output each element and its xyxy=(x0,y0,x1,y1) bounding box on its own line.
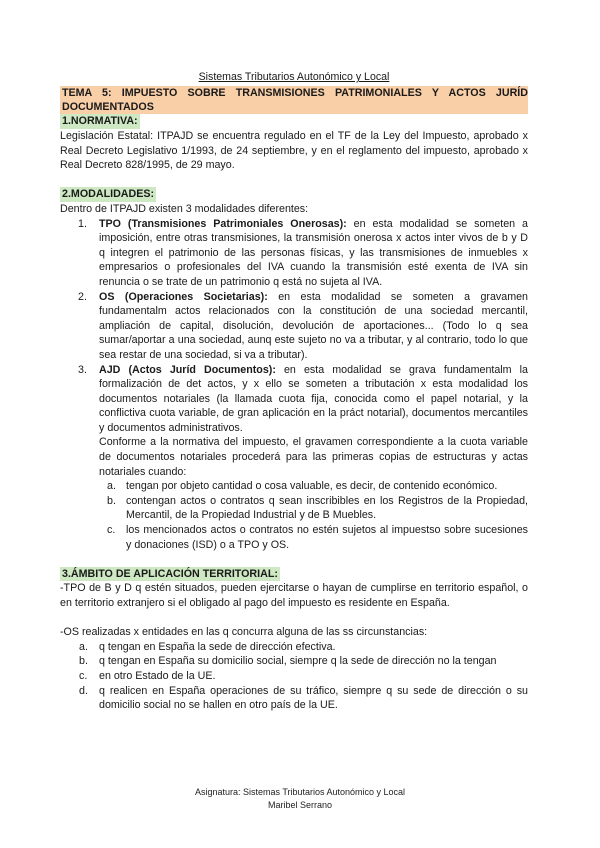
list-marker: c. xyxy=(107,524,116,537)
item-text: q realicen en España operaciones de su tráfico, siempre q su sede de dirección o su domicilio social no se hallen en otro país de la UE. xyxy=(99,684,528,712)
section-heading-modalidades: 2.MODALIDADES: xyxy=(62,188,155,201)
item-term: OS (Operaciones Societarias): xyxy=(99,290,268,303)
ambito-os-intro: -OS realizadas x entidades en las q concurra alguna de las ss circunstancias: xyxy=(60,626,428,639)
ambito-os-list xyxy=(60,640,528,713)
list-marker: a. xyxy=(107,480,116,493)
ajd-sublist xyxy=(60,479,528,552)
list-marker: b. xyxy=(107,494,116,507)
list-item xyxy=(60,654,528,669)
list-item xyxy=(60,640,528,655)
list-item xyxy=(60,494,528,523)
ambito-tpo-text: -TPO de B y D q estén situados, pueden ejercitarse o hayan de cumplirse en territorio español, o en territorio extranjero si el obligado al pago del impuesto es residente en España. xyxy=(60,582,528,609)
list-marker: a. xyxy=(79,640,88,653)
list-item xyxy=(60,217,528,290)
section-heading-ambito: 3.ÁMBITO DE APLICACIÓN TERRITORIAL: xyxy=(62,567,278,580)
list-marker: b. xyxy=(79,655,88,668)
list-marker: 1. xyxy=(78,217,87,230)
footer-subject: Asignatura: Sistemas Tributarios Autonómico y Local xyxy=(194,787,406,797)
list-item xyxy=(60,684,528,713)
tema-title: TEMA 5: IMPUESTO SOBRE TRANSMISIONES PATRIMONIALES Y ACTOS JURÍD DOCUMENTADOS xyxy=(62,86,528,113)
item-text: en esta modalidad se someten a imposición, entre otras transmisiones, la transmisión onerosa x actos inter vivos de b y D q integren el patrimonio de las personas físicas, y las transmisiones de inmuebles x empresarios o profesionales del IVA cuando la transmisión esté exenta de IVA sin renuncia o se trate de un patrimonio q está no sujeta al IVA. xyxy=(99,217,528,288)
document-page xyxy=(60,70,528,713)
modalidades-intro: Dentro de ITPAJD existen 3 modalidades diferentes: xyxy=(60,202,309,215)
item-text: en esta modalidad se someten a gravamen fundamentalm actos relacionados con la constitución de una sociedad mercantil, ampliación de capital, disolución, devolución de aportaciones... (Todo lo q sea sumar/aportar a una sociedad, aunq este sujeto no va a tributar, y al contrario, todo lo que sea restar de una sociedad, si va a tributar). xyxy=(99,290,528,361)
item-term: AJD (Actos Juríd Documentos): xyxy=(99,363,276,376)
list-item xyxy=(60,363,528,480)
list-item xyxy=(60,290,528,363)
item-text: los mencionados actos o contratos no estén sujetos al impuestso sobre sucesiones y donaciones (ISD) o a TPO y OS. xyxy=(126,524,528,551)
item-text: q tengan en España la sede de dirección efectiva. xyxy=(99,640,336,653)
item-text: en esta modalidad se grava fundamentalm la formalización de det actos, y x ello se someten a tributación x esta modalidad los documentos notariales (la llamada cuota fija, conocida como el papel notarial, y la conflictiva cuota variable, de gran aplicación en la práct notarial), documentos mercantiles y documentos administrativos. xyxy=(99,363,528,434)
section-heading-normativa: 1.NORMATIVA: xyxy=(62,115,138,128)
page-footer xyxy=(0,786,600,811)
modalidades-list xyxy=(60,217,528,480)
ajd-extra-text: Conforme a la normativa del impuesto, el gravamen correspondiente a la cuota variable de documentos notariales procederá para las primeras copias de estructuras y actas notariales cuando: xyxy=(99,436,528,478)
item-term: TPO (Transmisiones Patrimoniales Onerosas): xyxy=(99,217,347,230)
list-marker: c. xyxy=(79,669,88,682)
item-text: tengan por objeto cantidad o cosa valuable, es decir, de contenido económico. xyxy=(126,480,498,493)
list-marker: 3. xyxy=(78,363,87,376)
item-text: q tengan en España su domicilio social, siempre q la sede de dirección no la tengan xyxy=(99,655,497,668)
normativa-text: Legislación Estatal: ITPAJD se encuentra regulado en el TF de la Ley del Impuesto, aprobado x Real Decreto Legislativo 1/1993, de 24 septiembre, y en el reglamento del impuesto, aprobado x Real Decreto 828/1995, de 29 mayo. xyxy=(60,130,528,172)
header-title: Sistemas Tributarios Autonómico y Local xyxy=(198,71,390,83)
list-item xyxy=(60,523,528,552)
list-item xyxy=(60,479,528,494)
list-item xyxy=(60,669,528,684)
footer-author: Maribel Serrano xyxy=(267,799,333,810)
list-marker: 2. xyxy=(78,290,87,303)
item-text: contengan actos o contratos q sean inscribibles en los Registros de la Propiedad, Mercantil, de la Propiedad Industrial y de B Muebles. xyxy=(126,494,528,522)
list-marker: d. xyxy=(79,684,88,697)
item-text: en otro Estado de la UE. xyxy=(99,669,216,682)
